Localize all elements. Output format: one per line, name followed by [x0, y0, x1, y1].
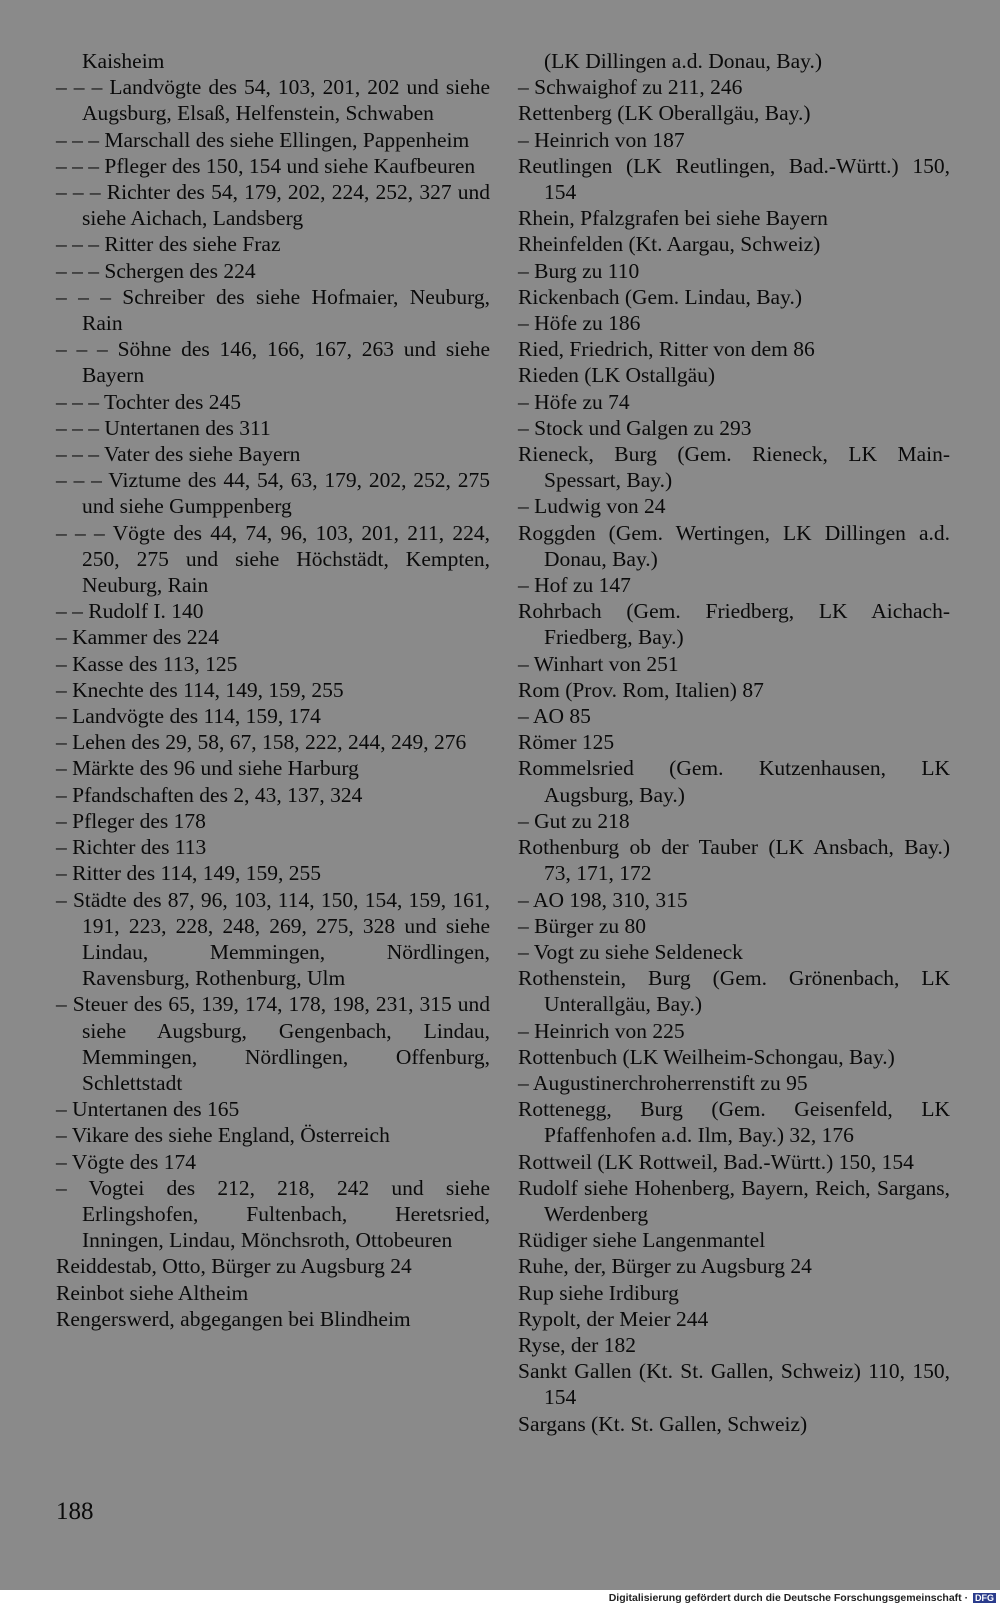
index-entry: – Heinrich von 225: [518, 1018, 685, 1043]
index-entry: – – – Schergen des 224: [56, 258, 256, 283]
index-entry: Ried, Friedrich, Ritter von dem 86: [518, 337, 815, 362]
index-entry: Reiddestab, Otto, Bürger zu Augsburg 24: [56, 1254, 412, 1279]
index-entry: – Vögte des 174: [56, 1149, 196, 1174]
index-entry: – – – Marschall des siehe Ellingen, Pappenheim: [56, 127, 470, 152]
index-entry: Rieneck, Burg (Gem. Rieneck, LK Main-Spessart, Bay.): [518, 442, 950, 493]
index-entry: Rengerswerd, abgegangen bei Blindheim: [56, 1306, 411, 1331]
index-entry: Rheinfelden (Kt. Aargau, Schweiz): [518, 232, 821, 257]
index-entry: – – – Viztume des 44, 54, 63, 179, 202, 252, 275 und siehe Gumppenberg: [56, 468, 490, 519]
index-entry: – Stock und Galgen zu 293: [518, 415, 752, 440]
index-entry: Rudolf siehe Hohenberg, Bayern, Reich, Sargans, Werdenberg: [518, 1175, 950, 1226]
index-entry: Rup siehe Irdiburg: [518, 1280, 679, 1305]
funding-footer: [609, 1592, 996, 1604]
index-entry: – AO 198, 310, 315: [518, 887, 688, 912]
index-entry: – Vogt zu siehe Seldeneck: [518, 939, 743, 964]
dfg-logo: DFG: [975, 1593, 994, 1603]
index-entry: – Steuer des 65, 139, 174, 178, 198, 231, 315 und siehe Augsburg, Gengenbach, Lindau, Memmingen, Nördlingen, Offenburg, Schlettstadt: [56, 992, 490, 1095]
index-entry: – – – Richter des 54, 179, 202, 224, 252, 327 und siehe Aichach, Landsberg: [56, 180, 490, 231]
index-entry: Reinbot siehe Altheim: [56, 1280, 249, 1305]
index-entry: – – – Tochter des 245: [56, 389, 241, 414]
index-entry: – Augustinerchroherrenstift zu 95: [518, 1070, 808, 1095]
index-entry: Rommelsried (Gem. Kutzenhausen, LK Augsburg, Bay.): [518, 756, 950, 807]
index-entry: Rottenegg, Burg (Gem. Geisenfeld, LK Pfaffenhofen a.d. Ilm, Bay.) 32, 176: [518, 1097, 950, 1148]
index-entry: – Burg zu 110: [518, 258, 640, 283]
index-entry: Römer 125: [518, 730, 615, 755]
page-number: 188: [56, 1498, 94, 1525]
index-entry: Rettenberg (LK Oberallgäu, Bay.): [518, 101, 811, 126]
index-entry: – Vogtei des 212, 218, 242 und siehe Erlingshofen, Fultenbach, Heretsried, Inningen, Lindau, Mönchsroth, Ottobeuren: [56, 1175, 490, 1253]
index-entry: Kaisheim: [82, 49, 165, 73]
index-entry: – Heinrich von 187: [518, 127, 685, 152]
index-entry: Reutlingen (LK Reutlingen, Bad.-Württ.) 150, 154: [518, 153, 950, 205]
index-column-right: [518, 48, 950, 1437]
index-entry: Rothenstein, Burg (Gem. Grönenbach, LK Unterallgäu, Bay.): [518, 966, 950, 1017]
index-entry: – Hof zu 147: [518, 573, 631, 598]
index-entry: – Winhart von 251: [518, 651, 679, 676]
index-entry: – – – Landvögte des 54, 103, 201, 202 und siehe Augsburg, Elsaß, Helfenstein, Schwaben: [56, 75, 490, 126]
index-entry: – Schwaighof zu 211, 246: [518, 75, 743, 100]
index-entry: Rottenbuch (LK Weilheim-Schongau, Bay.): [518, 1044, 895, 1069]
index-entry: – Vikare des siehe England, Österreich: [56, 1123, 390, 1148]
index-entry: – Pfandschaften des 2, 43, 137, 324: [56, 782, 363, 807]
index-entry: – – – Söhne des 146, 166, 167, 263 und siehe Bayern: [56, 337, 490, 388]
index-entry: Sankt Gallen (Kt. St. Gallen, Schweiz) 110, 150, 154: [518, 1359, 950, 1410]
index-entry: – Lehen des 29, 58, 67, 158, 222, 244, 249, 276: [56, 730, 467, 755]
index-entry: – – – Ritter des siehe Fraz: [56, 232, 281, 257]
index-entry: Rhein, Pfalzgrafen bei siehe Bayern: [518, 206, 828, 231]
index-entry: – Richter des 113: [56, 835, 207, 860]
index-entry: – Landvögte des 114, 159, 174: [56, 704, 321, 729]
index-entry: – AO 85: [518, 704, 591, 729]
index-entry: Ruhe, der, Bürger zu Augsburg 24: [518, 1254, 812, 1279]
index-entry: Rom (Prov. Rom, Italien) 87: [518, 677, 764, 702]
index-entry: – Ludwig von 24: [518, 494, 666, 519]
index-entry: Rickenbach (Gem. Lindau, Bay.): [518, 284, 802, 309]
index-entry: – – – Schreiber des siehe Hofmaier, Neuburg, Rain: [56, 284, 490, 336]
index-entry: – Kasse des 113, 125: [56, 651, 238, 676]
index-entry: Rieden (LK Ostallgäu): [518, 363, 716, 388]
index-entry: Sargans (Kt. St. Gallen, Schweiz): [518, 1411, 808, 1436]
index-entry: – Kammer des 224: [56, 625, 220, 650]
index-entry: – Knechte des 114, 149, 159, 255: [56, 677, 344, 702]
index-entry: – Untertanen des 165: [56, 1097, 240, 1122]
index-entry: – – – Vater des siehe Bayern: [56, 442, 301, 467]
index-entry: Rüdiger siehe Langenmantel: [518, 1228, 766, 1253]
index-entry: Rottweil (LK Rottweil, Bad.-Württ.) 150, 154: [518, 1149, 914, 1174]
index-entry: – Bürger zu 80: [518, 913, 646, 938]
index-entry: – – Rudolf I. 140: [56, 599, 204, 624]
index-entry: Rypolt, der Meier 244: [518, 1306, 709, 1331]
index-entry: – Gut zu 218: [518, 808, 630, 833]
index-entry: Roggden (Gem. Wertingen, LK Dillingen a.d. Donau, Bay.): [518, 520, 950, 571]
index-entry: – – – Vögte des 44, 74, 96, 103, 201, 211, 224, 250, 275 und siehe Höchstädt, Kempten, Neuburg, Rain: [56, 520, 490, 598]
index-entry: – – – Untertanen des 311: [56, 415, 271, 440]
index-entry: – Höfe zu 186: [518, 311, 641, 336]
index-entry: – Höfe zu 74: [518, 389, 630, 414]
index-entry: Ryse, der 182: [518, 1332, 636, 1357]
footer-text: Digitalisierung gefördert durch die Deutsche Forschungsgemeinschaft ·: [608, 1592, 969, 1604]
index-entry: – Märkte des 96 und siehe Harburg: [56, 756, 359, 781]
index-entry: Rohrbach (Gem. Friedberg, LK Aichach-Friedberg, Bay.): [518, 599, 950, 650]
index-entry: – – – Pfleger des 150, 154 und siehe Kaufbeuren: [56, 153, 476, 178]
index-entry: – Ritter des 114, 149, 159, 255: [56, 861, 321, 886]
index-column-left: [56, 48, 490, 1332]
index-entry: (LK Dillingen a.d. Donau, Bay.): [544, 49, 823, 73]
index-entry: – Städte des 87, 96, 103, 114, 150, 154, 159, 161, 191, 223, 228, 248, 269, 275, 328 und siehe Lindau, Memmingen, Nördlingen, Ravensburg, Rothenburg, Ulm: [56, 887, 490, 991]
index-entry: Rothenburg ob der Tauber (LK Ansbach, Bay.) 73, 171, 172: [518, 835, 950, 886]
index-entry: – Pfleger des 178: [56, 808, 206, 833]
